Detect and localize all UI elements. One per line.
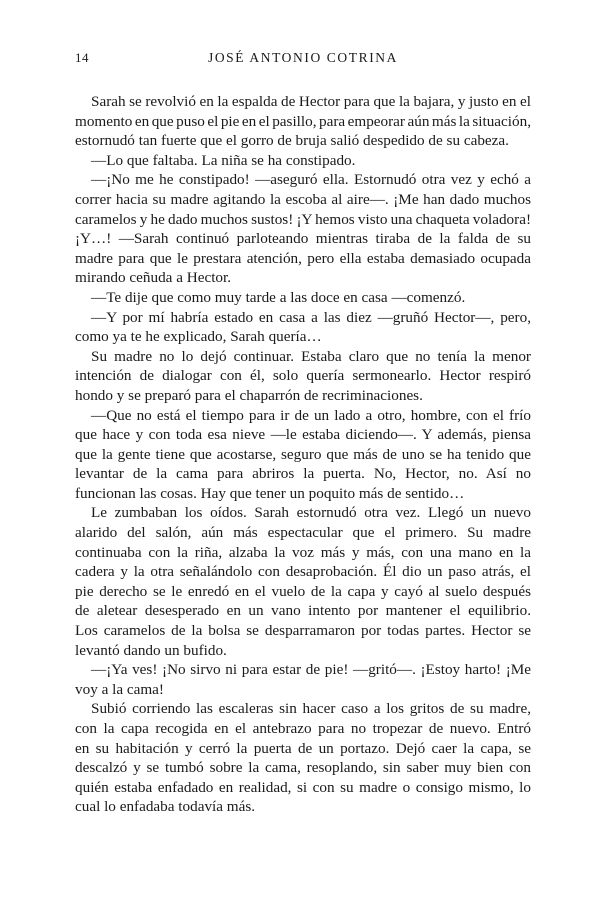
text-line: hondo y se preparó para el chaparrón de recriminaciones.: [75, 386, 423, 404]
text-line: funcionan las cosas. Hay que tener un poquito más de sentido…: [75, 484, 465, 502]
text-line: Sarah se revolvió en la espalda de Hector para que la bajara, y justo en el: [91, 93, 531, 110]
body-text: [75, 92, 531, 817]
text-line: —¡Ya ves! ¡No sirvo ni para estar de pie! —gritó—. ¡Estoy harto! ¡Me: [91, 661, 531, 679]
text-line: alarido del salón, aún más espectacular que el primero. Su madre: [75, 524, 531, 542]
text-line: Los caramelos de la bolsa se desparramaron por todas partes. Hector se: [75, 622, 531, 640]
text-line: estornudó tan fuerte que el gorro de bruja salió despedido de su cabeza.: [75, 132, 509, 150]
text-line: ¡Y…! —Sarah continuó parloteando mientras tiraba de la falda de su: [75, 230, 531, 248]
text-line: continuaba con la riña, alzaba la voz más y más, con una mano en la: [75, 543, 531, 561]
text-line: como ya te he explicado, Sarah quería…: [75, 328, 322, 346]
text-line: correr hacia su madre agitando la escoba al aire—. ¡Me han dado muchos: [75, 190, 531, 208]
text-line: que hace y con toda esa nieve —le estaba diciendo—. Y además, piensa: [75, 426, 531, 444]
text-line: cual lo enfadaba todavía más.: [75, 798, 256, 816]
text-line: intención de dialogar con él, solo quería sermonearlo. Hector respiró: [75, 367, 531, 385]
text-line: Su madre no lo dejó continuar. Estaba claro que no tenía la menor: [91, 347, 531, 365]
page-number: 14: [75, 50, 89, 65]
text-line: pie derecho se le enredó en el vuelo de la capa y cayó al suelo después: [75, 582, 531, 600]
running-title: JOSÉ ANTONIO COTRINA: [207, 50, 398, 65]
text-line: que la gente tiene que acostarse, seguro que más de uno se ha tenido que: [75, 445, 531, 463]
text-line: voy a la cama!: [75, 680, 164, 698]
text-line: momento en que puso el pie en el pasillo, para empeorar aún más la situación,: [75, 112, 531, 130]
text-line: —Lo que faltaba. La niña se ha constipado.: [91, 151, 356, 169]
text-line: —Te dije que como muy tarde a las doce en casa —comenzó.: [91, 288, 466, 306]
text-line: —Que no está el tiempo para ir de un lado a otro, hombre, con el frío: [91, 406, 531, 424]
text-line: quién estaba enfadado en realidad, si con su madre o consigo mismo, lo: [75, 778, 531, 796]
text-line: —Y por mí habría estado en casa a las diez —gruñó Hector—, pero,: [91, 308, 531, 326]
text-line: Le zumbaban los oídos. Sarah estornudó otra vez. Llegó un nuevo: [91, 504, 531, 522]
text-line: madre para que le prestara atención, pero ella estaba demasiado ocupada: [75, 249, 531, 267]
text-line: en su habitación y cerró la puerta de un portazo. Dejó caer la capa, se: [75, 739, 531, 757]
text-line: caramelos y he dado muchos sustos! ¡Y hemos visto una chaqueta voladora!: [75, 210, 531, 228]
text-line: Subió corriendo las escaleras sin hacer caso a los gritos de su madre,: [91, 700, 531, 718]
text-line: levantó dando un bufido.: [75, 641, 227, 659]
text-line: levantar de la cama para abriros la puerta. No, Hector, no. Así no: [75, 465, 531, 483]
text-line: descalzó y se tumbó sobre la cama, resoplando, sin saber muy bien con: [75, 759, 531, 777]
page-header: [75, 50, 531, 70]
text-line: cadera y la otra señalándolo con desaprobación. Él dio un paso atrás, el: [75, 563, 531, 581]
text-line: de aletear desesperado en un vano intento por mantener el equilibrio.: [75, 602, 531, 620]
text-line: mirando ceñuda a Hector.: [75, 269, 232, 287]
text-line: —¡No me he constipado! —aseguró ella. Estornudó otra vez y echó a: [91, 171, 531, 189]
text-line: con la capa recogida en el antebrazo para no tropezar de nuevo. Entró: [75, 720, 531, 737]
